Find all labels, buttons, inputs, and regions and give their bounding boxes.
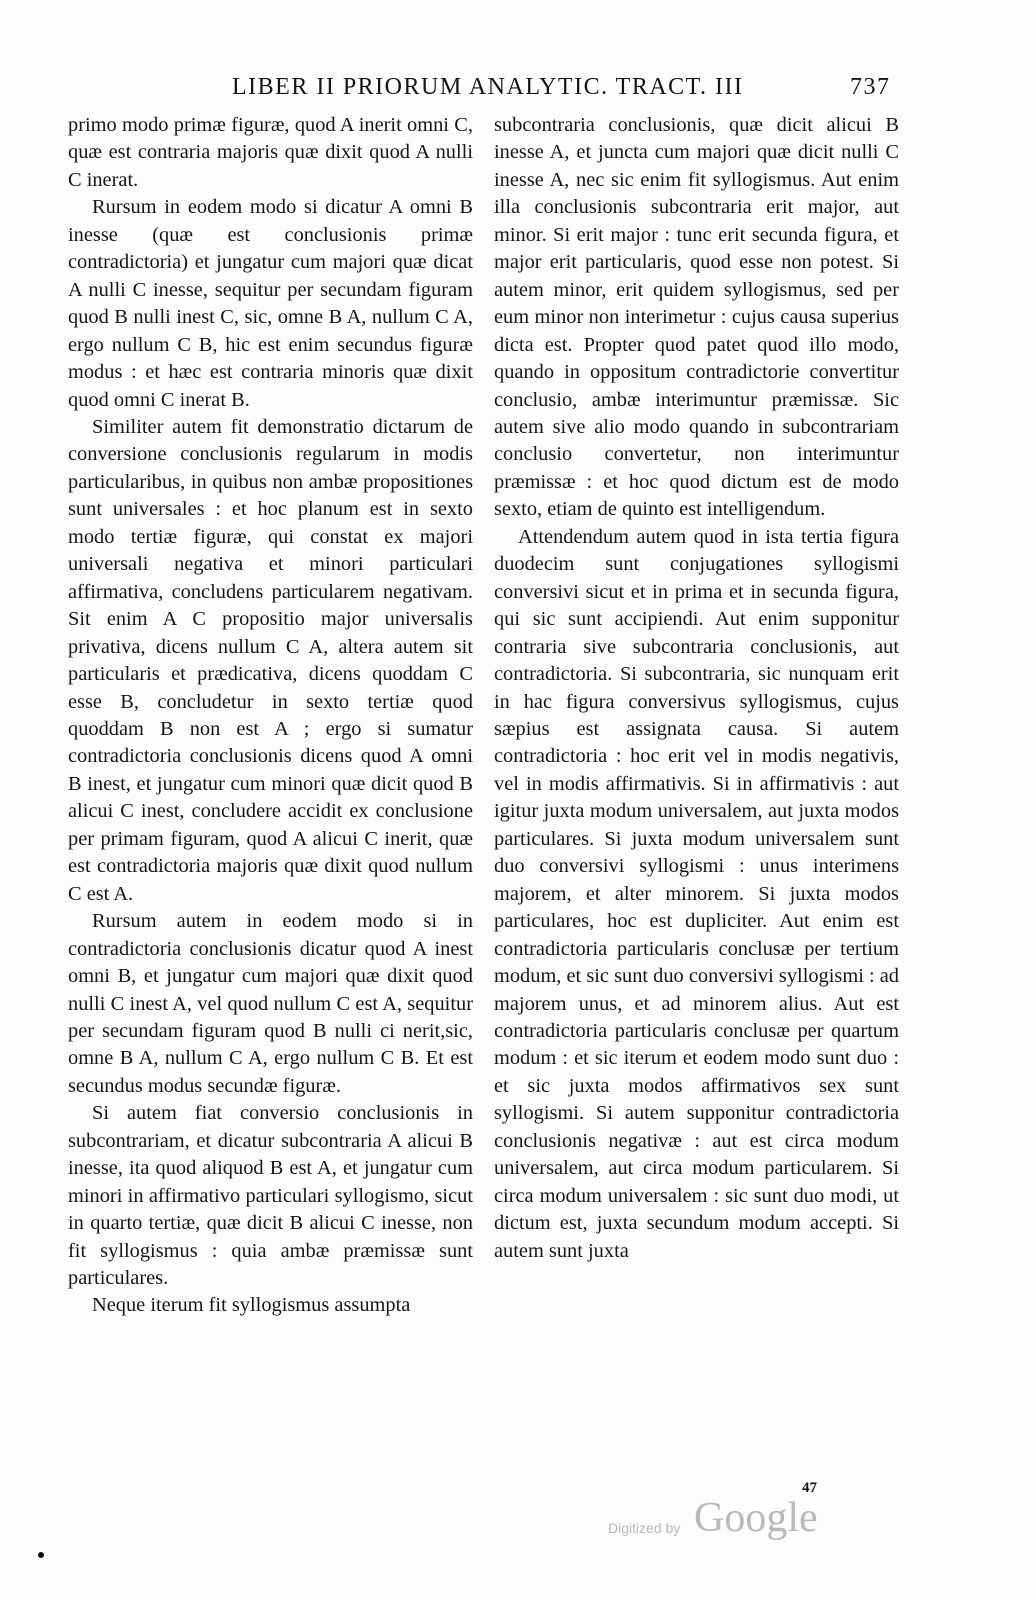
paragraph: Similiter autem fit demonstratio dictarum de conversione conclusionis regularum in modis particularibus, in quibus non ambæ propositiones sunt universales : et hoc planum est in sexto modo tertiæ figuræ, qui constat ex majori universali negativa et minori particulari affirmativa, concludens particularem negativam. Sit enim A C propositio major universalis privativa, dicens nullum C A, altera autem sit particularis et prædicativa, dicens quoddam C esse B, concludetur in sexto tertiæ quod quoddam B non est A ; ergo si sumatur contradictoria conclusionis dicens quod A omni B inest, et jungatur cum minori quæ dicit quod B alicui C inest, concludere accidit ex conclusione per primam figuram, quod A alicui C inerit, quæ est contradictoria majoris quæ dixit quod nullum C est A.	[68, 415, 473, 905]
paragraph: primo modo primæ figuræ, quod A inerit omni C, quæ est contraria majoris quæ dixit quod A nulli C inerat.	[68, 114, 473, 191]
running-head	[232, 74, 891, 104]
digitized-watermark	[608, 1495, 838, 1548]
paragraph: Si autem fiat conversio conclusionis in subcontrariam, et dicatur subcontraria A alicui B inesse, ita quod aliquod B est A, et jungatur cum minori in affirmativo particulari syllogismo, sicut in quarto tertiæ, quæ dicit B alicui C inesse, non fit syllogismus : quia ambæ præmissæ sunt particulares.	[68, 1102, 473, 1290]
right-column	[494, 112, 899, 1265]
paragraph: Neque iterum fit syllogismus assumpta	[92, 1294, 411, 1317]
signature-mark: 47	[802, 1480, 817, 1496]
ink-spot	[38, 1552, 44, 1558]
watermark-prefix: Digitized by	[608, 1520, 681, 1536]
watermark-brand: Google	[694, 1495, 818, 1541]
left-column	[68, 112, 473, 1320]
paragraph: Attendendum autem quod in ista tertia figura duodecim sunt conjugationes syllogismi conversivi sicut et in prima et in secunda figura, qui sic sunt accipiendi. Aut enim supponitur contraria sive subcontraria conclusionis, aut contradictoria. Si subcontraria, sic nunquam erit in hac figura conversivus syllogismus, cujus sæpius est assignata causa. Si autem contradictoria : hoc erit vel in modis negativis, vel in modis affirmativis. Si in affirmativis : aut igitur juxta modum universalem, aut juxta modos particulares. Si juxta modum universalem sunt duo conversivi syllogismi : unus interimens majorem, et alter minorem. Si juxta modos particulares, hoc est dupliciter. Aut enim est contradictoria particularis conclusæ per tertium modum, et sic sunt duo conversivi syllogismi : ad majorem unus, et ad minorem alius. Aut est contradictoria particularis conclusæ per quartum modum : et sic iterum et eodem modo sunt duo : et sic juxta modos affirmativos sex sunt syllogismi. Si autem supponitur contradictoria conclusionis negativæ : aut est circa modum universalem, aut circa modum particularem. Si circa modum universalem : sic sunt duo modi, ut dictum est, juxta secundum modum accepti. Si autem sunt juxta	[494, 525, 899, 1262]
paragraph: Rursum autem in eodem modo si in contradictoria conclusionis dicatur quod A inest omni B, et jungatur cum majori quæ dixit quod nulli C inest A, vel quod nullum C est A, sequitur per secundam figuram quod B nulli ci nerit,sic, omne B A, nullum C A, ergo nullum C B. Et est secundus modus secundæ figuræ.	[68, 910, 473, 1097]
paragraph: Rursum in eodem modo si dicatur A omni B inesse (quæ est conclusionis primæ contradictoria) et jungatur cum majori quæ dicat A nulli C inesse, sequitur per secundam figuram quod B nulli inest C, sic, omne B A, nullum C A, ergo nullum C B, hic est enim secundus figuræ modus : et hæc est contraria minoris quæ dixit quod omni C inerat B.	[68, 196, 473, 411]
running-title: LIBER II PRIORUM ANALYTIC. TRACT. III	[232, 74, 744, 100]
paragraph: subcontraria conclusionis, quæ dicit alicui B inesse A, et juncta cum majori quæ dicit nulli C inesse A, nec sic enim fit syllogismus. Aut enim illa conclusionis subcontraria erit major, aut minor. Si erit major : tunc erit secunda figura, et major erit particularis, quod esse non potest. Si autem minor, erit quidem syllogismus, sed per eum minor non interimetur : cujus causa superius dicta est. Propter quod patet quod illo modo, quando in oppositum contradictorie convertitur conclusio, ambæ interimuntur præmissæ. Sic autem sive alio modo quando in subcontrariam conclusio convertetur, non interimuntur præmissæ : et hoc quod dictum est de modo sexto, etiam de quinto est intelligendum.	[494, 114, 899, 521]
page-number: 737	[850, 74, 891, 100]
